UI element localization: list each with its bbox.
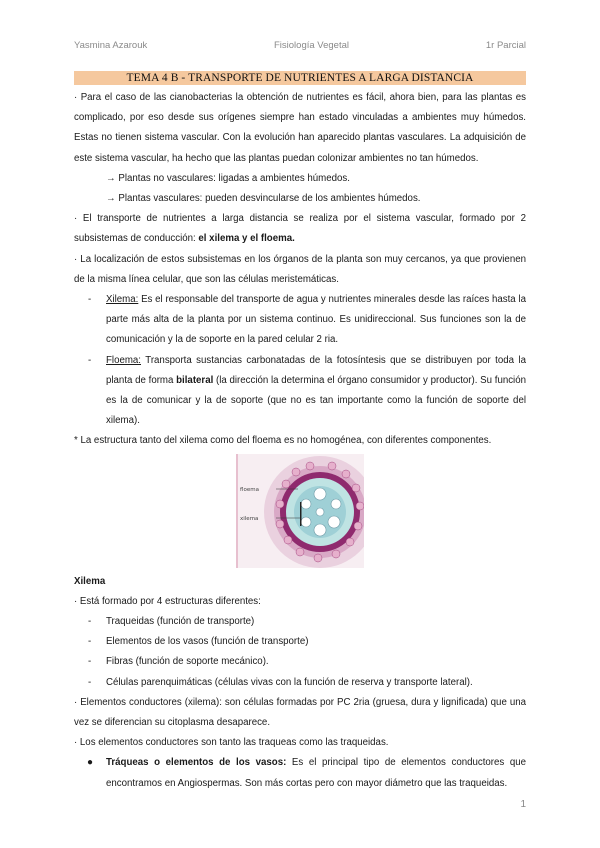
structure-note: * La estructura tanto del xilema como del floema es no homogénea, con diferentes componentes. — [74, 435, 492, 447]
structure-item — [74, 673, 526, 693]
page-number: 1 — [520, 799, 526, 810]
header-subject: Fisiología Vegetal — [274, 40, 349, 51]
floema-text-2: (la dirección la determina el órgano consumidor y productor). Su función es la de comunicar y la de soporte (que no es tan importante como la función de soporte del xilema). — [106, 374, 526, 427]
structure-text: Células parenquimáticas (células vivas con la función de reserva y transporte lateral). — [106, 676, 473, 688]
dash-mark: - — [88, 656, 92, 668]
structure-item — [74, 632, 526, 652]
floema-bold: bilateral — [176, 374, 214, 386]
localization-paragraph: · La localización de estos subsistemas en los órganos de la planta son muy cercanos, ya que provienen de la misma línea celular, que son las células meristemáticas. — [74, 253, 526, 285]
xilema-heading: Xilema — [74, 575, 106, 587]
floema-label: Floema: — [106, 354, 141, 366]
figure-container — [74, 454, 526, 572]
structure-item — [74, 612, 526, 632]
floema-item — [74, 351, 526, 432]
xilema-figure-label: xilema — [240, 515, 259, 522]
structure-text: Elementos de los vasos (función de transporte) — [106, 636, 309, 648]
dash-mark: - — [88, 354, 92, 366]
xilema-label: Xilema: — [106, 294, 139, 306]
structure-text: Fibras (función de soporte mecánico). — [106, 656, 269, 668]
conductors-paragraph: · Elementos conductores (xilema): son células formadas por PC 2ria (gruesa, dura y lignificada) que una vez se diferencian su citoplasma desaparece. — [74, 696, 526, 729]
header-term: 1r Parcial — [485, 40, 526, 51]
dash-mark: - — [88, 676, 92, 688]
transport-bold: el xilema y el floema. — [198, 233, 295, 245]
vascular-tissue-micrograph — [236, 454, 364, 568]
dash-mark: - — [88, 616, 92, 628]
arrow-line-vascular: → Plantas vasculares: pueden desvincularse de los ambientes húmedos. — [106, 193, 421, 205]
formed-by-line: · Está formado por 4 estructuras diferentes: — [74, 595, 261, 607]
arrow-line-non-vascular: → Plantas no vasculares: ligadas a ambientes húmedos. — [106, 172, 350, 184]
intro-paragraph: · Para el caso de las cianobacterias la obtención de nutrientes es fácil, ahora bien, para las plantas es complicado, por eso desde sus orígenes siempre han estado vinculadas a ambientes muy húmedos. Estas no tienen sistema vascular. Con la evolución han aparecido plantas vasculares. La adquisición de este sistema vascular, ha hecho que las plantas puedan colonizar ambientes no tan húmedos. — [74, 92, 526, 164]
xilema-text: Es el responsable del transporte de agua y nutrientes minerales desde las raíces hasta la parte más alta de la planta por un sistema continuo. Es unidireccional. Sus funciones son la de comunicación y la de soporte en la pared celular 2 ria. — [106, 294, 526, 346]
floema-text-1: Transporta sustancias carbonatadas de la fotosíntesis que se distribuyen por toda la planta de forma — [106, 354, 526, 386]
document-body — [74, 88, 526, 794]
bullet-icon: ● — [87, 757, 94, 769]
tracheae-label: Tráqueas o elementos de los vasos: — [106, 757, 287, 769]
structure-item — [74, 652, 526, 672]
tracheae-text: Es el principal tipo de elementos conductores que encontramos en Angiospermas. Son más cortas pero con mayor diámetro que las traqueidas. — [106, 757, 527, 789]
structure-text: Traqueidas (función de transporte) — [106, 616, 255, 628]
dash-mark: - — [88, 294, 92, 306]
tracheae-item — [74, 753, 526, 793]
transport-paragraph — [74, 209, 526, 249]
header-author: Yasmina Azarouk — [74, 40, 148, 51]
conductors-paragraph-2: · Los elementos conductores son tanto las traqueas como las traqueidas. — [74, 737, 389, 749]
floema-figure-label: floema — [240, 486, 259, 493]
transport-text: · El transporte de nutrientes a larga distancia se realiza por el sistema vascular, formado por 2 subsistemas de conducción: — [74, 213, 526, 245]
dash-mark: - — [88, 636, 92, 648]
page-title: TEMA 4 B - TRANSPORTE DE NUTRIENTES A LARGA DISTANCIA — [74, 71, 526, 85]
xilema-item — [74, 290, 526, 351]
